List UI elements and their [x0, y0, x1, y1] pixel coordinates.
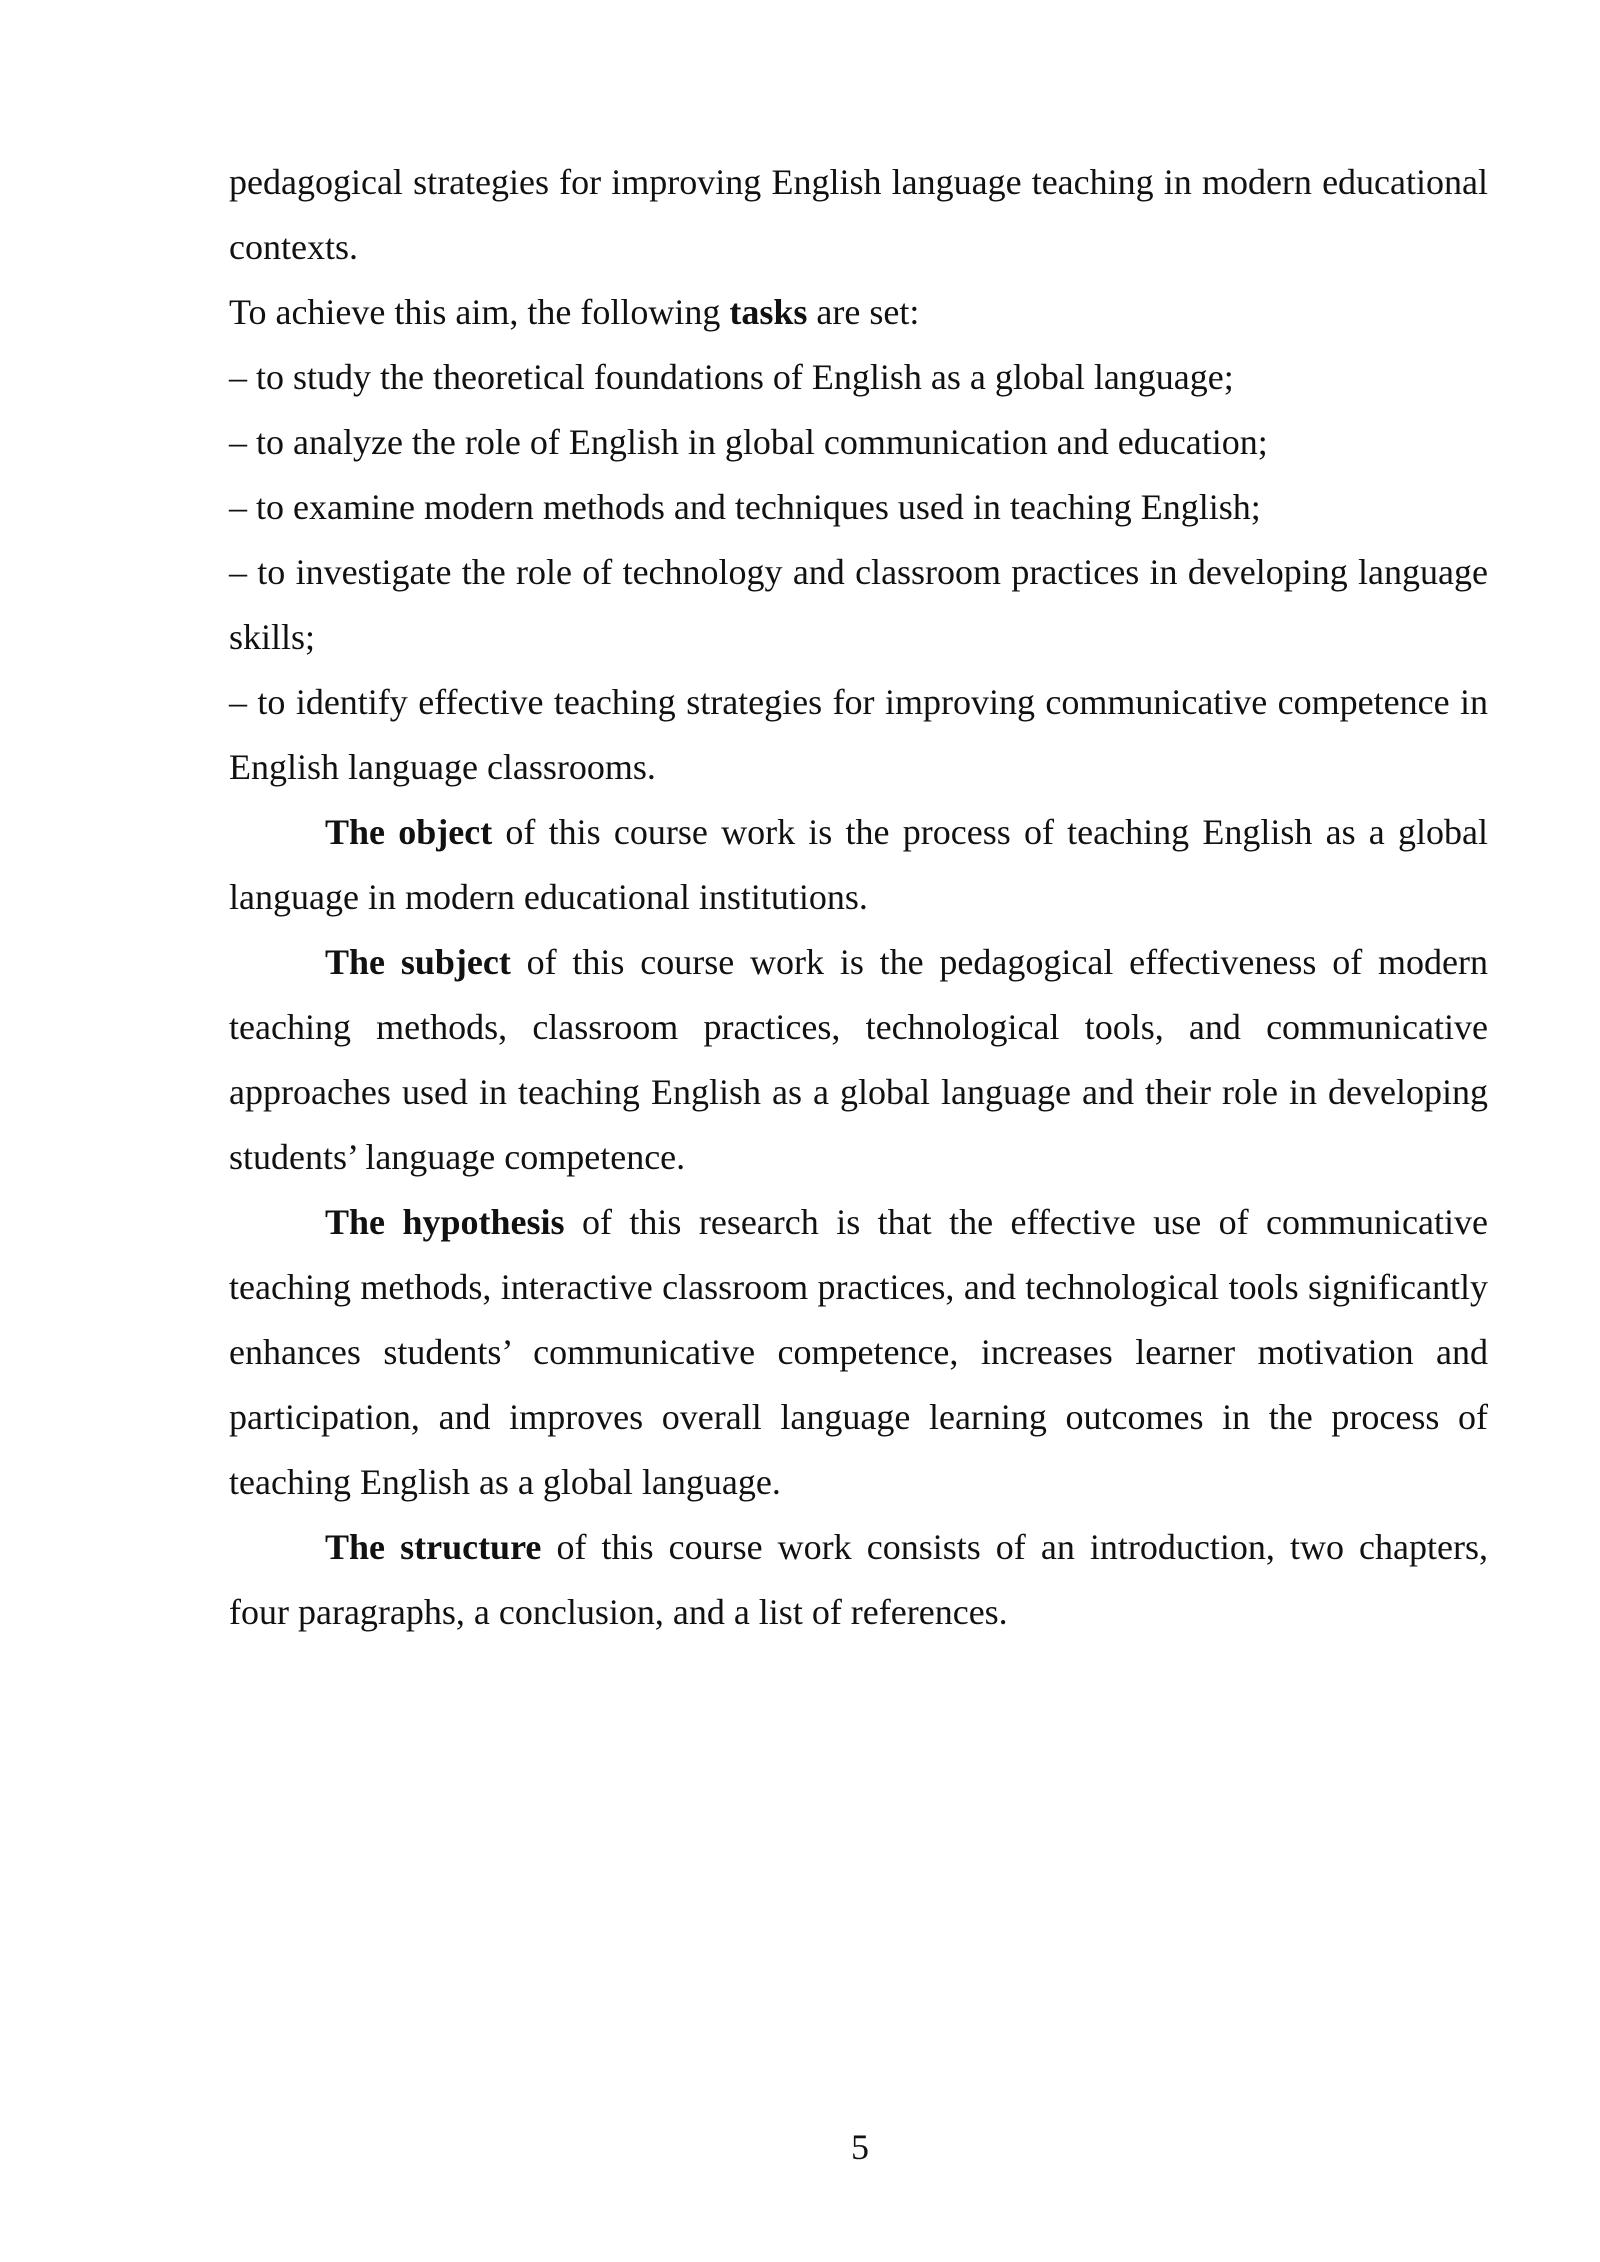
hypothesis-text: of this research is that the effective use of communicative teaching methods, interactive classroom practices, and technological tools significantly enhances students’ communicative competence, increases learner motivation and participation, and improves overall language learning outcomes in the process of teaching English as a global language.: [229, 1202, 1488, 1502]
task-item-3: – to examine modern methods and techniques used in teaching English;: [229, 487, 1261, 527]
subject-paragraph: [229, 930, 1488, 1190]
hypothesis-keyword: The hypothesis: [325, 1202, 565, 1242]
structure-keyword: The structure: [325, 1527, 542, 1567]
subject-keyword: The subject: [325, 942, 511, 982]
object-paragraph: [229, 800, 1488, 930]
intro-continuation-paragraph: pedagogical strategies for improving English language teaching in modern educational contexts.: [229, 162, 1488, 267]
tasks-intro-before: To achieve this aim, the following: [229, 292, 730, 332]
body-text: [229, 150, 1488, 1645]
page-number: 5: [851, 2127, 869, 2167]
tasks-intro-after: are set:: [807, 292, 920, 332]
task-item-4: – to investigate the role of technology and classroom practices in developing language skills;: [229, 552, 1488, 657]
hypothesis-paragraph: [229, 1190, 1488, 1515]
subject-text: of this course work is the pedagogical effectiveness of modern teaching methods, classroom practices, technological tools, and communicative approaches used in teaching English as a global language and their role in developing students’ language competence.: [229, 942, 1488, 1177]
structure-paragraph: [229, 1515, 1488, 1645]
task-item-2: – to analyze the role of English in global communication and education;: [229, 422, 1268, 462]
task-item-1: – to study the theoretical foundations of English as a global language;: [229, 357, 1234, 397]
tasks-keyword: tasks: [729, 292, 808, 332]
object-text: of this course work is the process of teaching English as a global language in modern educational institutions.: [229, 812, 1489, 917]
task-item-5: – to identify effective teaching strategies for improving communicative competence in English language classrooms.: [229, 682, 1488, 787]
structure-text: of this course work consists of an introduction, two chapters, four paragraphs, a conclusion, and a list of references.: [229, 1527, 1488, 1632]
tasks-intro-paragraph: [229, 280, 1488, 345]
object-keyword: The object: [325, 812, 493, 852]
